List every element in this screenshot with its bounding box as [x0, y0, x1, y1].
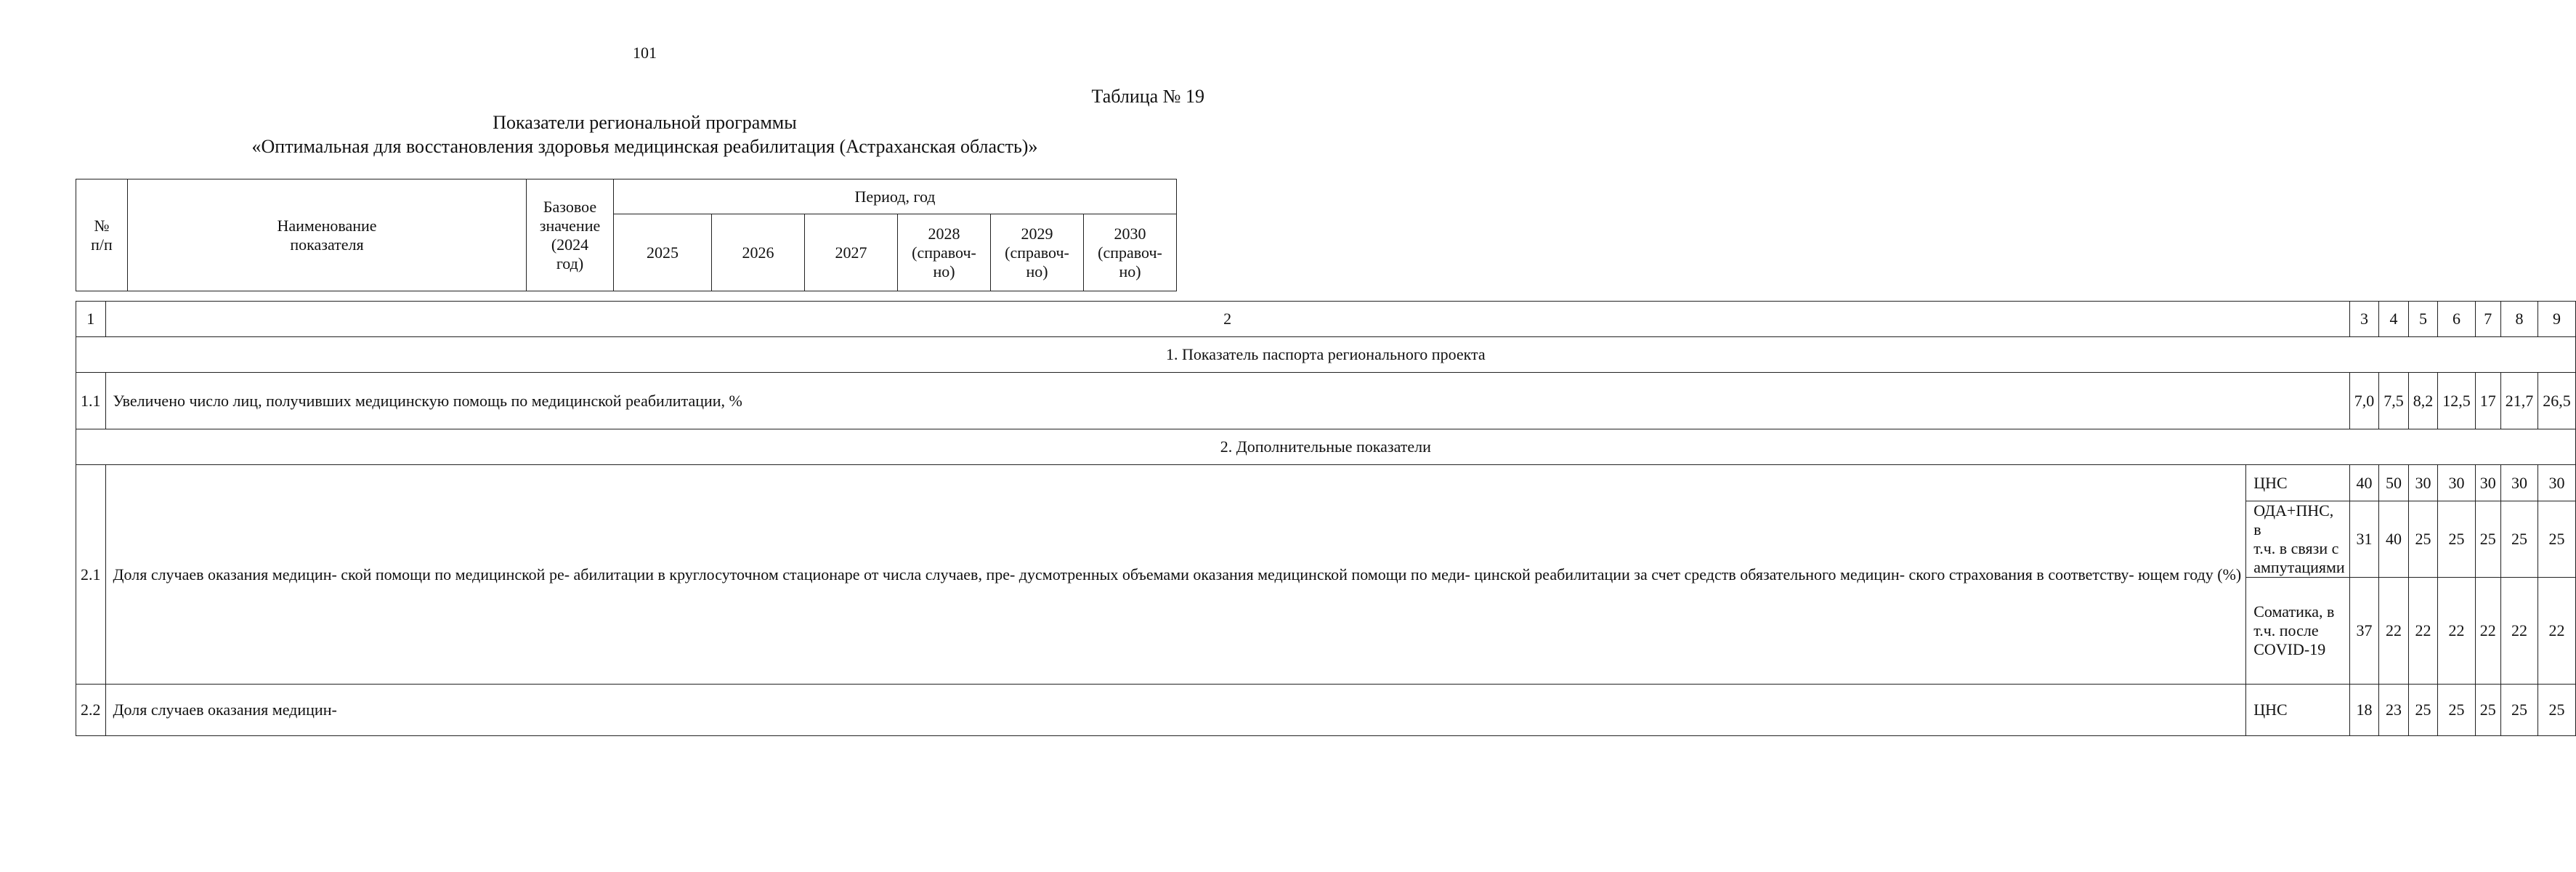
column-number: 1: [76, 302, 106, 337]
value-cell: 25: [2538, 685, 2576, 736]
value-cell: 26,5: [2538, 373, 2576, 429]
value-cell: 50: [2379, 465, 2409, 501]
column-number: 5: [2408, 302, 2438, 337]
value-cell: 25: [2408, 685, 2438, 736]
value-cell: 21,7: [2500, 373, 2538, 429]
value-cell: 22: [2538, 578, 2576, 685]
value-cell: 23: [2379, 685, 2409, 736]
value-cell: 8,2: [2408, 373, 2438, 429]
table-row: [76, 685, 2576, 736]
subcategory-label: ОДА+ПНС, в т.ч. в связи с ампутациями: [2246, 501, 2349, 578]
table-row: [76, 373, 2576, 429]
value-cell: 25: [2475, 501, 2500, 578]
section-heading-1: 1. Показатель паспорта регионального проекта: [76, 337, 2576, 373]
header-base: Базовое значение (2024 год): [527, 179, 614, 291]
value-cell: 40: [2349, 465, 2379, 501]
value-cell: 22: [2500, 578, 2538, 685]
row-number: 2.1: [76, 465, 106, 685]
column-number-row: [76, 302, 2576, 337]
value-cell: 25: [2408, 501, 2438, 578]
value-cell: 25: [2438, 501, 2476, 578]
value-cell: 25: [2438, 685, 2476, 736]
column-number: 2: [105, 302, 2349, 337]
header-year: 2030 (справоч- но): [1084, 214, 1177, 291]
column-number: 4: [2379, 302, 2409, 337]
value-cell: 25: [2475, 685, 2500, 736]
table-body: [76, 301, 2576, 736]
value-cell: 22: [2408, 578, 2438, 685]
table-row: [76, 465, 2576, 501]
value-cell: 17: [2475, 373, 2500, 429]
header-year: 2025: [614, 214, 712, 291]
value-cell: 30: [2438, 465, 2476, 501]
header-year: 2027: [805, 214, 898, 291]
value-cell: 12,5: [2438, 373, 2476, 429]
value-cell: 22: [2475, 578, 2500, 685]
subcategory-label: Соматика, в т.ч. после COVID-19: [2246, 578, 2349, 685]
value-cell: 30: [2500, 465, 2538, 501]
column-number: 7: [2475, 302, 2500, 337]
title-line-2: «Оптимальная для восстановления здоровья медицинская реабилитация (Астраханская область)»: [251, 136, 1038, 157]
indicator-name: Доля случаев оказания медицин-: [105, 685, 2246, 736]
value-cell: 37: [2349, 578, 2379, 685]
value-cell: 40: [2379, 501, 2409, 578]
row-number: 1.1: [76, 373, 106, 429]
section-heading-2: 2. Дополнительные показатели: [76, 429, 2576, 465]
value-cell: 25: [2538, 501, 2576, 578]
header-year: 2026: [712, 214, 805, 291]
column-number: 3: [2349, 302, 2379, 337]
value-cell: 30: [2538, 465, 2576, 501]
table-label: Таблица № 19: [1091, 86, 1204, 107]
header-period: Период, год: [614, 179, 1177, 214]
column-number: 6: [2438, 302, 2476, 337]
row-number: 2.2: [76, 685, 106, 736]
page-number: 101: [633, 44, 657, 62]
header-name: Наименование показателя: [128, 179, 527, 291]
header-year: 2029 (справоч- но): [991, 214, 1084, 291]
subcategory-label: ЦНС: [2246, 685, 2349, 736]
column-number: 9: [2538, 302, 2576, 337]
title-line-1: Показатели региональной программы: [493, 112, 797, 133]
value-cell: 31: [2349, 501, 2379, 578]
value-cell: 22: [2438, 578, 2476, 685]
value-cell: 30: [2408, 465, 2438, 501]
indicator-name: Доля случаев оказания медицин- ской помощи по медицинской ре- абилитации в круглосуточном стационаре от числа случаев, пре- дусмотренных объемами оказания медицинской помощи по меди- цинской реабилитации за счет средств обязательного медицин- ского страхования в соответству- ющем году (%): [105, 465, 2246, 685]
table-header: [76, 179, 1177, 291]
header-year: 2028 (справоч- но): [898, 214, 991, 291]
column-number: 8: [2500, 302, 2538, 337]
value-cell: 7,5: [2379, 373, 2409, 429]
indicator-name: Увеличено число лиц, получивших медицинскую помощь по медицинской реабилитации, %: [105, 373, 2349, 429]
page-title: [0, 110, 1289, 158]
value-cell: 7,0: [2349, 373, 2379, 429]
subcategory-label: ЦНС: [2246, 465, 2349, 501]
value-cell: 18: [2349, 685, 2379, 736]
value-cell: 25: [2500, 685, 2538, 736]
value-cell: 30: [2475, 465, 2500, 501]
header-num: № п/п: [76, 179, 128, 291]
value-cell: 25: [2500, 501, 2538, 578]
value-cell: 22: [2379, 578, 2409, 685]
